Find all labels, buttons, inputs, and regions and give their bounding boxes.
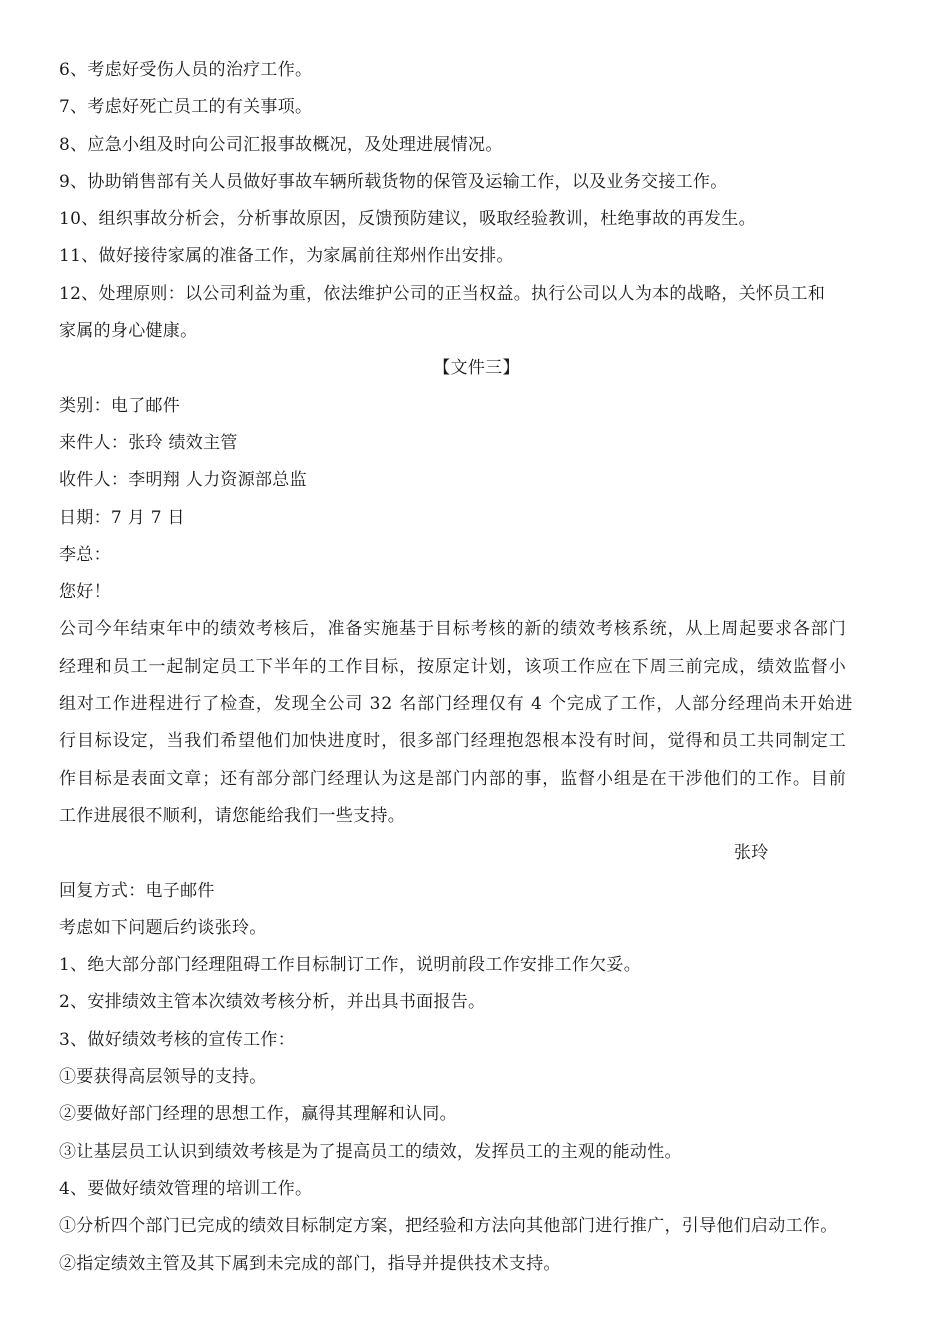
reply-subitem: ③让基层员工认识到绩效考核是为了提高员工的绩效，发挥员工的主观的能动性。	[59, 1141, 682, 1162]
list-item-continuation: 家属的身心健康。	[59, 321, 198, 342]
reply-subitem: ②指定绩效主管及其下属到未完成的部门，指导并提供技术支持。	[59, 1253, 561, 1274]
list-item: 11、做好接待家属的准备工作，为家属前往郑州作出安排。	[59, 246, 514, 267]
reply-method: 回复方式：电子邮件	[59, 880, 215, 901]
list-item: 12、处理原则：以公司利益为重，依法维护公司的正当权益。执行公司以人为本的战略，关怀员工和	[59, 283, 826, 304]
reply-subitem: ①分析四个部门已完成的绩效目标制定方案，把经验和方法向其他部门进行推广，引导他们启动工作。	[59, 1216, 838, 1237]
email-recipient: 收件人：李明翔 人力资源部总监	[59, 470, 307, 491]
email-sender: 来件人：张玲 绩效主管	[59, 432, 238, 453]
reply-subitem: ①要获得高层领导的支持。	[59, 1067, 267, 1088]
email-signature: 张玲	[734, 843, 769, 864]
list-item: 10、组织事故分析会，分析事故原因，反馈预防建议，吸取经验教训，杜绝事故的再发生。	[59, 209, 756, 230]
email-body-line: 工作进展很不顺利，请您能给我们一些支持。	[59, 805, 405, 826]
reply-intro: 考虑如下问题后约谈张玲。	[59, 917, 267, 938]
reply-item: 1、绝大部分部门经理阻碍工作目标制订工作，说明前段工作安排工作欠妥。	[59, 955, 642, 976]
email-category: 类别：电了邮件	[59, 395, 181, 416]
reply-item: 2、安排绩效主管本次绩效考核分析，并出具书面报告。	[59, 992, 486, 1013]
email-date: 日期：7 月 7 日	[59, 507, 185, 528]
reply-item: 3、做好绩效考核的宣传工作：	[59, 1029, 296, 1050]
list-item: 9、协助销售部有关人员做好事故车辆所载货物的保管及运输工作，以及业务交接工作。	[59, 171, 728, 192]
email-body-line: 行目标设定，当我们希望他们加快进度时，很多部门经理抱怨根本没有时间，觉得和员工共同制定工	[59, 731, 847, 752]
document-page	[59, 52, 894, 1283]
reply-subitem: ②要做好部门经理的思想工作，赢得其理解和认同。	[59, 1104, 457, 1125]
section-heading: 【文件三】	[433, 358, 520, 379]
email-greeting: 您好！	[59, 582, 111, 603]
list-item: 7、考虑好死亡员工的有关事项。	[59, 97, 313, 118]
email-body-line: 经理和员工一起制定员工下半年的工作目标，按原定计划，该项工作应在下周三前完成，绩效监督小	[59, 656, 847, 677]
email-body-line: 作目标是表面文章；还有部分部门经理认为这是部门内部的事，监督小组是在干涉他们的工作。目前	[59, 768, 847, 789]
reply-item: 4、要做好绩效管理的培训工作。	[59, 1178, 313, 1199]
email-body-line: 组对工作进程进行了检查，发现全公司 32 名部门经理仅有 4 个完成了工作，人部分经理尚未开始进	[59, 694, 854, 715]
email-salutation: 李总：	[59, 544, 111, 565]
list-item: 6、考虑好受伤人员的治疗工作。	[59, 60, 313, 80]
list-item: 8、应急小组及时向公司汇报事故概况，及处理进展情况。	[59, 134, 503, 155]
email-body-line: 公司今年结束年中的绩效考核后，准备实施基于目标考核的新的绩效考核系统，从上周起要求各部门	[59, 619, 847, 640]
